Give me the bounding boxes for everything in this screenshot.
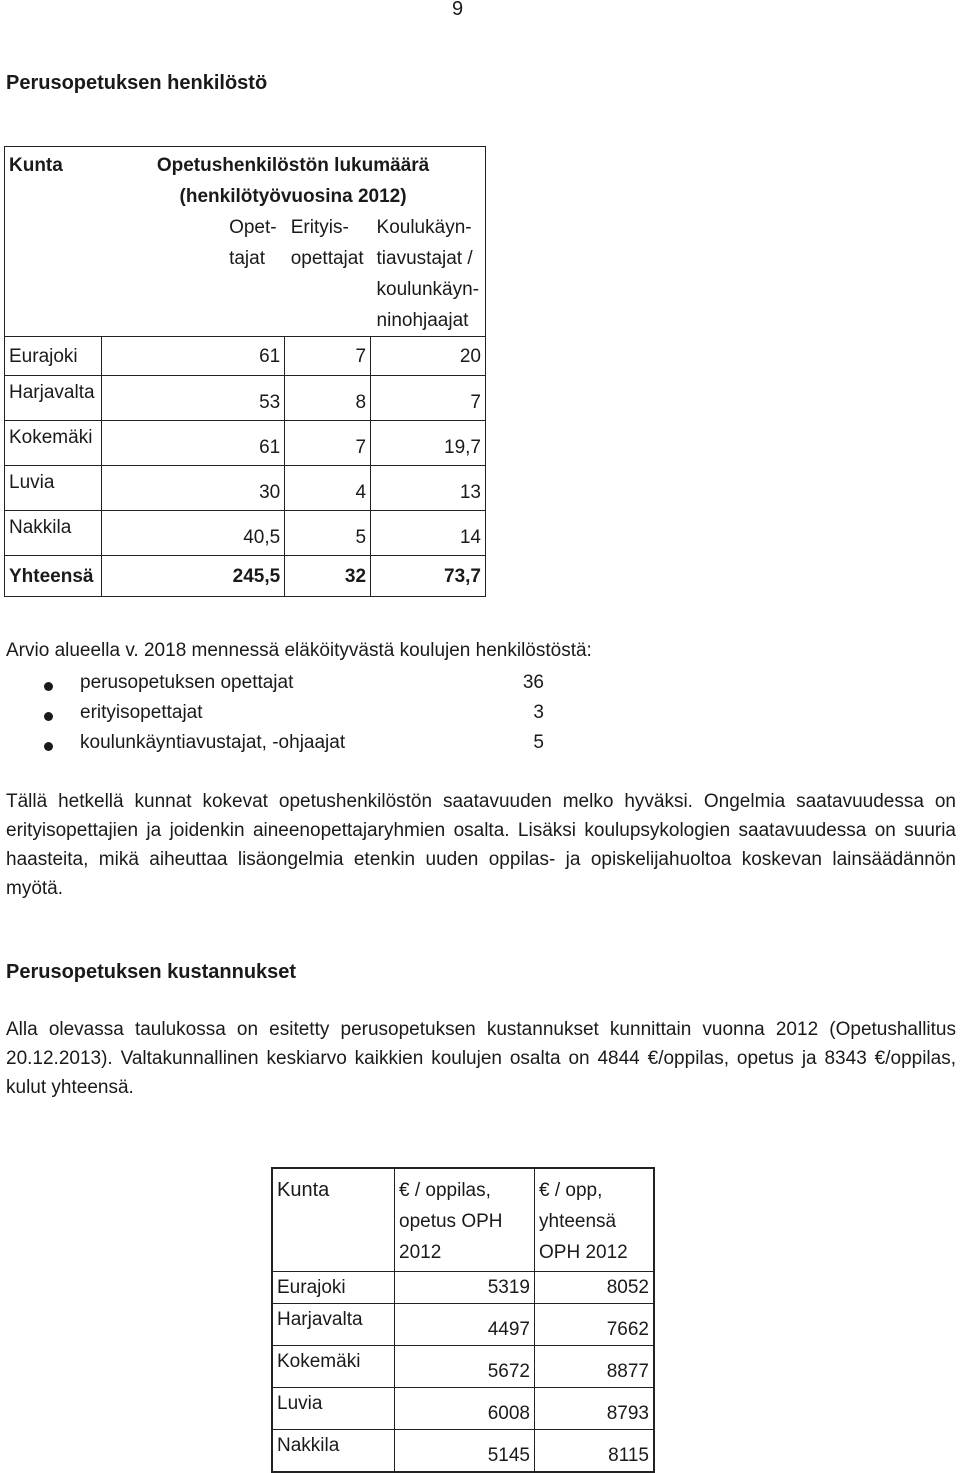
table-row: Harjavalta 4497 7662 <box>272 1304 654 1346</box>
header-erityisopettajat: Erityis- opettajat <box>285 212 371 337</box>
table-row: Eurajoki 5319 8052 <box>272 1272 654 1304</box>
cost-table <box>271 1167 655 1473</box>
page-number: 9 <box>452 0 464 20</box>
table-row: Kokemäki 5672 8877 <box>272 1346 654 1388</box>
header-koulunkaynti: Koulukäyn- tiavustajat / koulunkäyn- ninohjaajat <box>371 212 486 337</box>
bullet-icon <box>44 712 53 721</box>
cost-paragraph: Alla olevassa taulukossa on esitetty perusopetuksen kustannukset kunnittain vuonna 2012 (Opetushallitus 20.12.2013). Valtakunnallinen keskiarvo kaikkien koulujen osalta on 4844 €/oppilas, opetus ja 8343 €/oppilas, kulut yhteensä. <box>6 1019 956 1098</box>
table-row: Luvia 30 4 13 <box>5 466 486 511</box>
total-row: Yhteensä 245,5 32 73,7 <box>5 556 486 597</box>
table-row: Luvia 6008 8793 <box>272 1388 654 1430</box>
header-kunta: Kunta <box>5 147 102 213</box>
table-row: Harjavalta 53 8 7 <box>5 376 486 421</box>
retire-intro: Arvio alueella v. 2018 mennessä eläköityvästä koulujen henkilöstöstä: <box>6 640 592 661</box>
table-row: Eurajoki 61 7 20 <box>5 337 486 376</box>
header-opetus: € / oppilas, opetus OPH 2012 <box>395 1168 535 1272</box>
header-group <box>101 147 485 213</box>
staff-table <box>4 146 486 597</box>
section-heading-henkilosto: Perusopetuksen henkilöstö <box>6 72 268 94</box>
header-group-line2: (henkilötyövuosina 2012) <box>179 186 407 207</box>
table-row: Nakkila 5145 8115 <box>272 1430 654 1473</box>
table-row: Nakkila 40,5 5 14 <box>5 511 486 556</box>
header-yhteensa: € / opp, yhteensä OPH 2012 <box>535 1168 655 1272</box>
bullet-icon <box>44 742 53 751</box>
table-row: Kokemäki 61 7 19,7 <box>5 421 486 466</box>
header-kunta: Kunta <box>272 1168 395 1272</box>
header-opettajat: Opet- tajat <box>101 212 285 337</box>
staff-paragraph: Tällä hetkellä kunnat kokevat opetushenkilöstön saatavuuden melko hyväksi. Ongelmia saatavuudessa on erityisopettajien ja joidenkin aineenopettajaryhmien osalta. Lisäksi koulupsykologien saatavuudessa on suuria haasteita, mikä aiheuttaa lisäongelmia etenkin uuden oppilas- ja opiskelijahuoltoa koskevan lainsäädännön myötä. <box>6 791 956 899</box>
section-heading-kustannukset: Perusopetuksen kustannukset <box>6 961 297 983</box>
header-group-line1: Opetushenkilöstön lukumäärä <box>156 155 430 176</box>
bullet-icon <box>44 682 53 691</box>
